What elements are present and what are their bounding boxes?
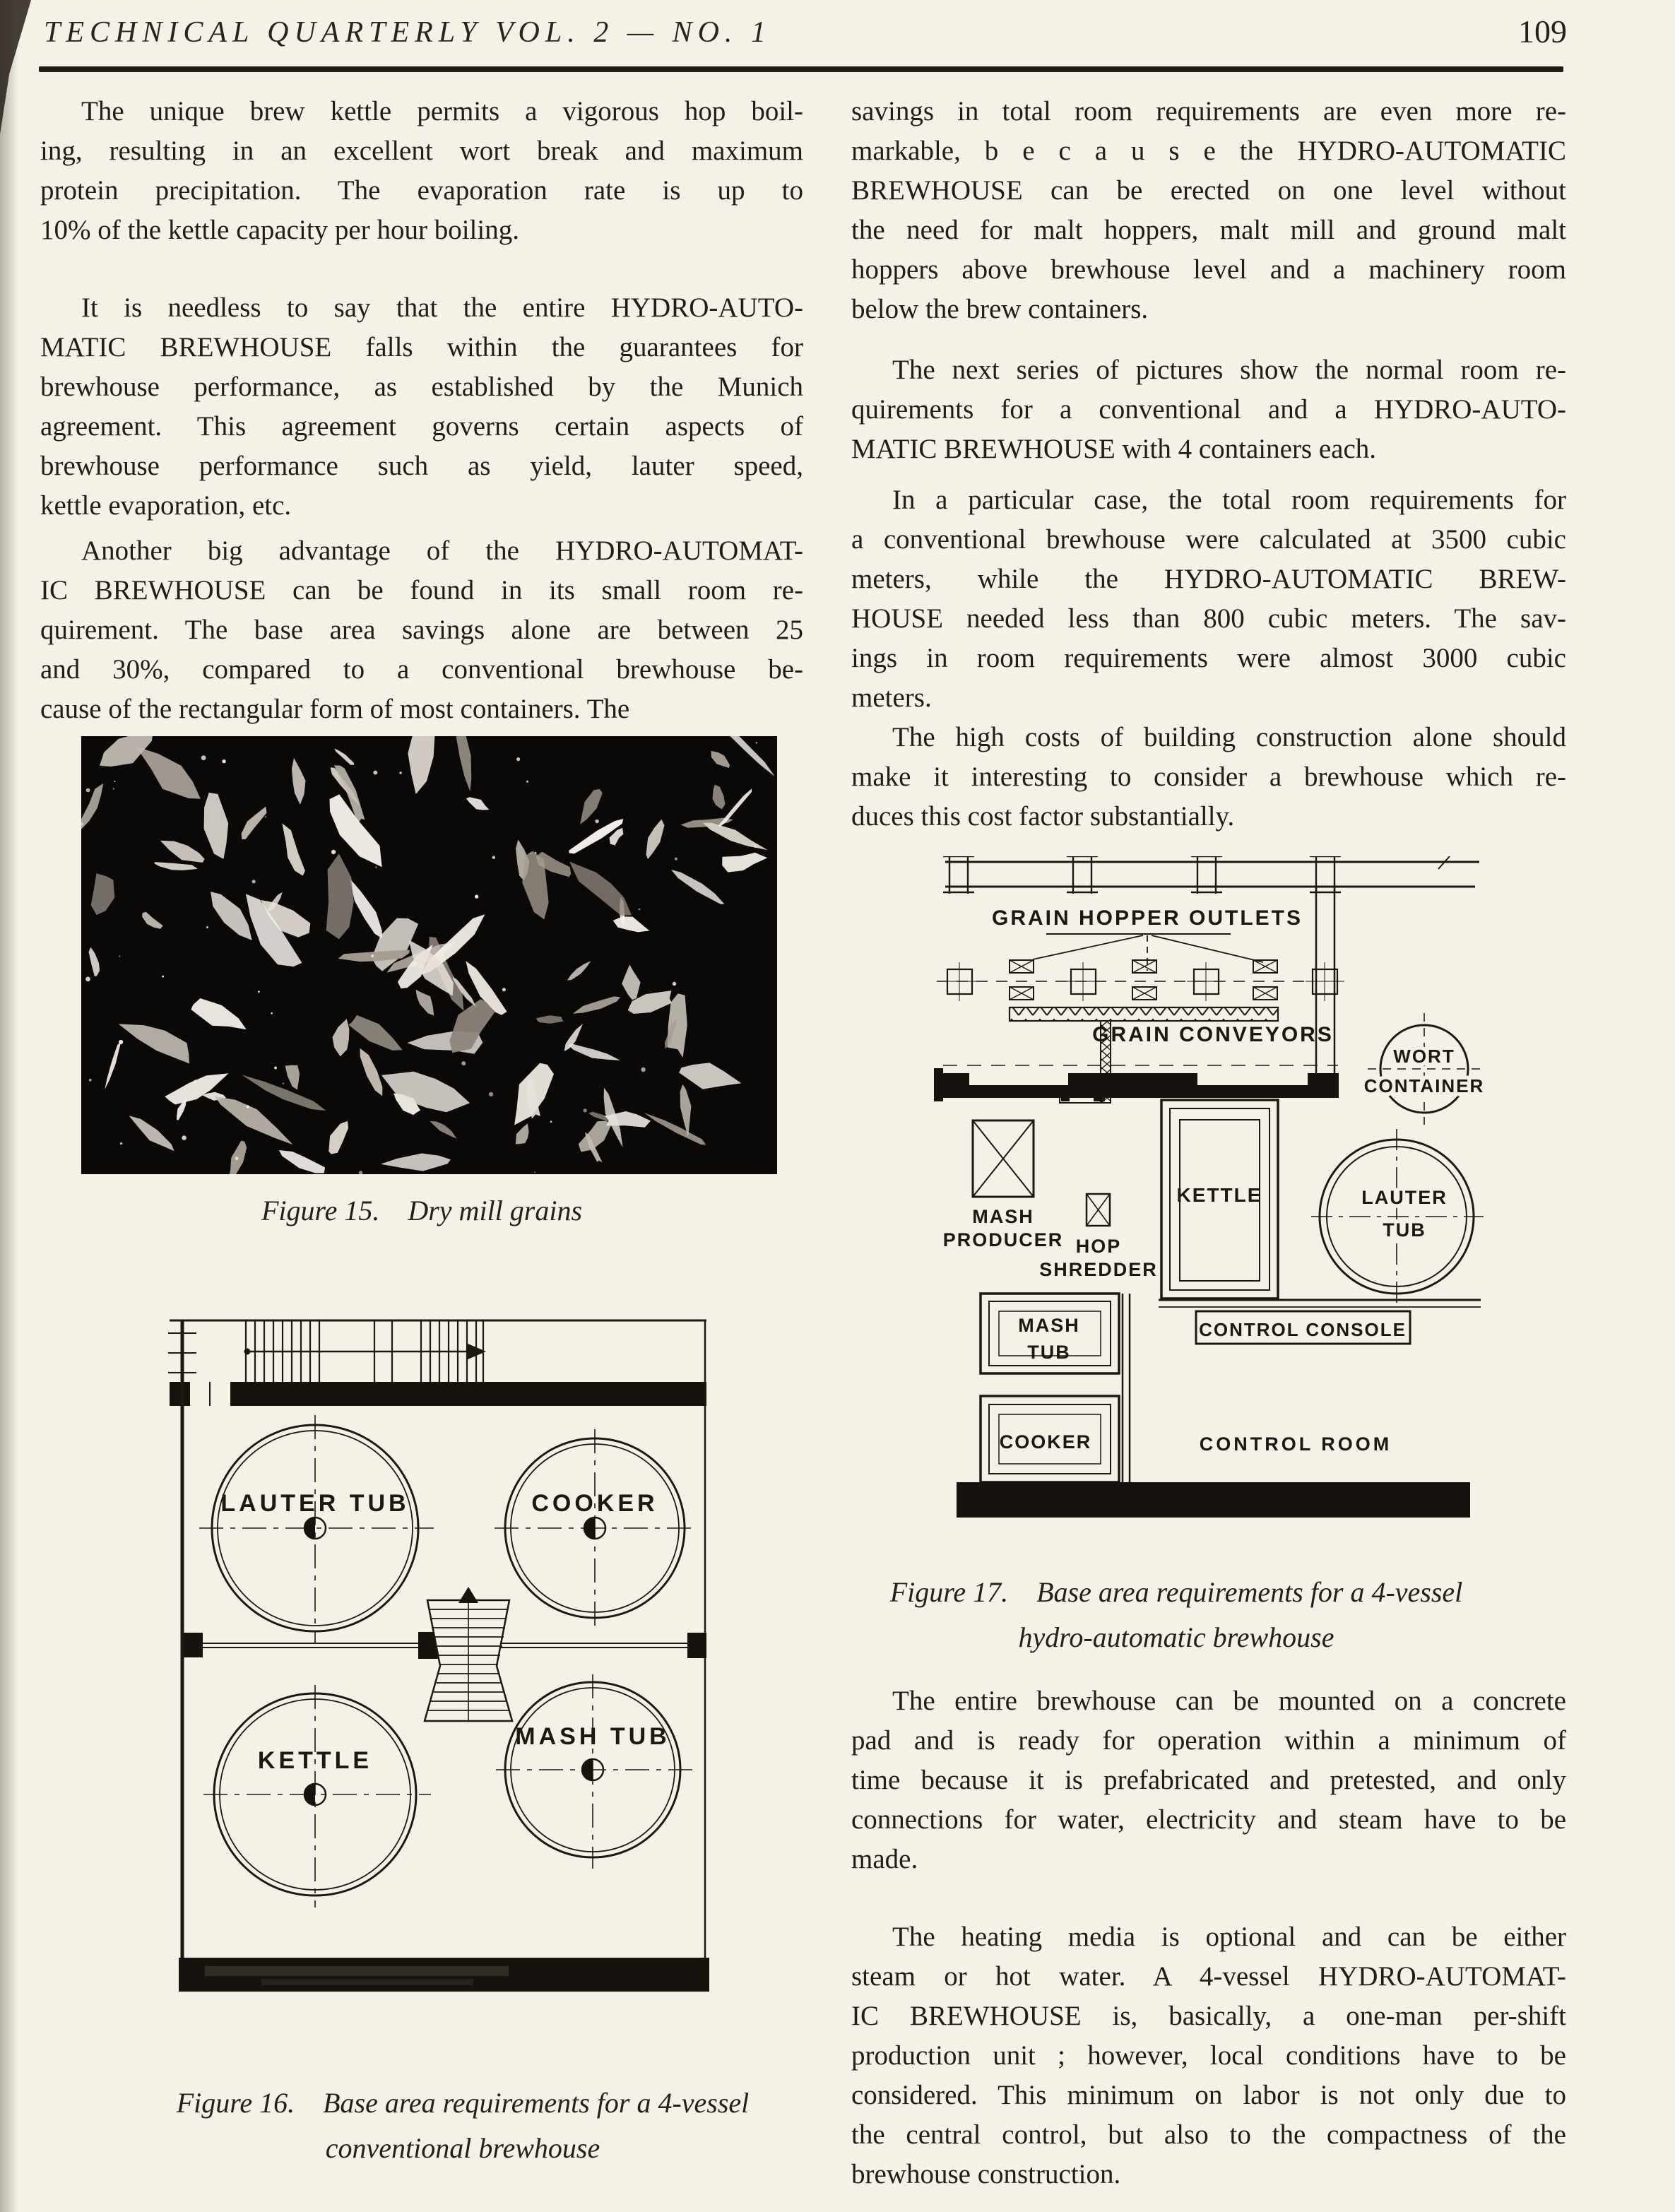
paragraph xyxy=(40,531,803,729)
paragraph xyxy=(40,92,803,250)
scan-edge-shadow xyxy=(0,0,18,2212)
text-line: ings in room requirements were almost 3000 cubic xyxy=(851,643,1566,673)
text-line: kettle evaporation, etc. xyxy=(40,490,292,521)
text-line: 10% of the kettle capacity per hour boiling. xyxy=(40,215,519,245)
text-line: In a particular case, the total room requirements for xyxy=(892,485,1566,515)
text-line: meters, while the HYDRO-AUTOMATIC BREW- xyxy=(851,564,1566,594)
text-line: The high costs of building construction alone should xyxy=(892,722,1566,752)
lauter-tub-label: LAUTER xyxy=(1361,1187,1448,1208)
dry-mill-grains-photo xyxy=(81,736,777,1174)
stair-tower xyxy=(425,1587,512,1721)
mash-tub-label: MASH xyxy=(1018,1315,1080,1336)
page-number: 109 xyxy=(1518,13,1567,49)
text-line: steam or hot water. A 4-vessel HYDRO-AUTOMAT- xyxy=(851,1961,1566,1992)
text-line: quirement. The base area savings alone are between 25 xyxy=(40,615,803,645)
paragraph xyxy=(851,350,1566,469)
figure15-photo xyxy=(81,736,777,1174)
mash-tub-label: MASH TUB xyxy=(515,1723,670,1750)
text-line: savings in total room requirements are even more re- xyxy=(851,96,1566,126)
text-line: and 30%, compared to a conventional brewhouse be- xyxy=(40,654,803,685)
paragraph xyxy=(851,1681,1566,1879)
paragraph xyxy=(851,480,1566,718)
hop-shredder-label: HOP xyxy=(1075,1236,1122,1257)
label-leaders xyxy=(1033,934,1263,971)
text-line: brewhouse performance, as established by the Munich xyxy=(40,372,803,402)
header-rule xyxy=(39,66,1563,72)
wort-container-label: CONTAINER xyxy=(1363,1075,1485,1096)
figure17-diagram xyxy=(934,856,1485,1520)
text-line: IC BREWHOUSE is, basically, a one-man per-shift xyxy=(851,2001,1566,2031)
paragraph xyxy=(40,288,803,526)
text-line: The unique brew kettle permits a vigorous hop boil- xyxy=(81,96,803,126)
caption-line: conventional brewhouse xyxy=(325,2132,600,2164)
bottom-wall xyxy=(957,1482,1470,1518)
text-line: MATIC BREWHOUSE falls within the guarantees for xyxy=(40,332,803,362)
kettle-label: KETTLE xyxy=(1176,1184,1262,1206)
text-line: ing, resulting in an excellent wort break and maximum xyxy=(40,136,803,166)
text-line: The entire brewhouse can be mounted on a concrete xyxy=(892,1686,1566,1716)
journal-title: TECHNICAL QUARTERLY VOL. 2 — NO. 1 xyxy=(44,16,771,49)
text-line: cause of the rectangular form of most containers. The xyxy=(40,694,630,724)
mash-producer-label: PRODUCER xyxy=(942,1229,1064,1250)
wort-container-vessel xyxy=(1368,1013,1481,1125)
text-line: connections for water, electricity and steam have to be xyxy=(851,1804,1566,1835)
upper-wall xyxy=(170,1382,706,1406)
mash-producer-symbol xyxy=(973,1120,1034,1197)
caption-line: hydro-automatic brewhouse xyxy=(1018,1621,1334,1653)
text-line: It is needless to say that the entire HYDRO-AUTO- xyxy=(81,292,803,323)
text-line: time because it is prefabricated and pretested, and only xyxy=(851,1765,1566,1795)
text-line: HOUSE needed less than 800 cubic meters. The sav- xyxy=(851,603,1566,634)
staircase xyxy=(246,1320,483,1382)
cooker-vessel xyxy=(495,1429,698,1628)
wort-container-label: WORT xyxy=(1393,1046,1455,1067)
exterior-wall xyxy=(945,856,1479,887)
text-line: production unit ; however, local conditions have to be xyxy=(851,2040,1566,2071)
text-line: Another big advantage of the HYDRO-AUTOMAT- xyxy=(81,536,803,566)
paragraph xyxy=(851,1917,1566,2194)
text-line: IC BREWHOUSE can be found in its small room re- xyxy=(40,575,803,605)
control-room-label: CONTROL ROOM xyxy=(1199,1433,1392,1455)
scan-corner-artifact xyxy=(0,0,31,134)
text-line: quirements for a conventional and a HYDRO-AUTO- xyxy=(851,394,1566,425)
lauter-tub-label: TUB xyxy=(1383,1219,1426,1241)
control-console-label: CONTROL CONSOLE xyxy=(1199,1319,1407,1340)
lauter-tub-vessel xyxy=(199,1415,434,1643)
kettle-label: KETTLE xyxy=(257,1747,373,1774)
text-line: markable, b e c a u s e the HYDRO-AUTOMATIC xyxy=(851,136,1566,166)
text-line: the central control, but also to the compactness of the xyxy=(851,2119,1566,2150)
caption-line: Figure 17. Base area requirements for a 4-vessel xyxy=(889,1576,1463,1608)
text-line: MATIC BREWHOUSE with 4 containers each. xyxy=(851,434,1377,464)
text-line: the need for malt hoppers, malt mill and ground malt xyxy=(851,215,1566,245)
stair-start-dot xyxy=(244,1349,251,1355)
grain-hopper-outlets-label: GRAIN HOPPER OUTLETS xyxy=(991,906,1303,930)
kettle-vessel xyxy=(203,1685,431,1908)
text-line: considered. This minimum on labor is not only due to xyxy=(851,2080,1566,2110)
figure16-caption xyxy=(78,2081,848,2171)
text-line: The heating media is optional and can be either xyxy=(892,1922,1566,1952)
figure15-caption: Figure 15. Dry mill grains xyxy=(261,1195,583,1226)
text-line: BREWHOUSE can be erected on one level without xyxy=(851,175,1566,206)
lauter-tub-vessel xyxy=(1311,1129,1484,1304)
mash-tub-vessel xyxy=(496,1674,692,1869)
paragraph xyxy=(851,718,1566,836)
cooker-label: COOKER xyxy=(531,1490,658,1517)
text-line: meters. xyxy=(851,682,932,713)
caption-line: Figure 16. Base area requirements for a 4-vessel xyxy=(176,2087,750,2119)
text-line: hoppers above brewhouse level and a machinery room xyxy=(851,254,1566,285)
text-line: agreement. This agreement governs certain aspects of xyxy=(40,411,803,442)
grain-conveyors-label: GRAIN CONVEYORS xyxy=(1092,1023,1334,1046)
text-line: The next series of pictures show the normal room re- xyxy=(892,355,1566,385)
hop-shredder-symbol xyxy=(1087,1194,1110,1226)
cooker-label: COOKER xyxy=(999,1431,1092,1453)
grain-hopper-outlet-symbols xyxy=(1010,960,1277,1000)
up-arrow-icon xyxy=(458,1587,478,1603)
text-line: below the brew containers. xyxy=(851,294,1149,324)
mash-tub-label: TUB xyxy=(1027,1342,1071,1363)
vessel-flange-wall xyxy=(1123,1294,1130,1482)
text-line: brewhouse construction. xyxy=(851,2159,1121,2189)
text-line: pad and is ready for operation within a minimum of xyxy=(851,1725,1566,1756)
text-line: a conventional brewhouse were calculated at 3500 cubic xyxy=(851,524,1566,555)
lauter-tub-label: LAUTER TUB xyxy=(220,1490,410,1517)
text-line: duces this cost factor substantially. xyxy=(851,801,1235,832)
lower-wall xyxy=(934,1068,1339,1101)
mash-producer-label: MASH xyxy=(972,1206,1034,1227)
paragraph xyxy=(851,92,1566,329)
figure16-diagram xyxy=(162,1311,784,2045)
text-line: brewhouse performance such as yield, lauter speed, xyxy=(40,451,803,481)
hop-shredder-label: SHREDDER xyxy=(1039,1259,1158,1280)
figure17-caption xyxy=(812,1570,1540,1660)
grain-conveyor xyxy=(1010,1007,1278,1021)
text-line: make it interesting to consider a brewhouse which re- xyxy=(851,762,1566,792)
text-line: protein precipitation. The evaporation rate is up to xyxy=(40,175,803,206)
text-line: made. xyxy=(851,1844,918,1874)
